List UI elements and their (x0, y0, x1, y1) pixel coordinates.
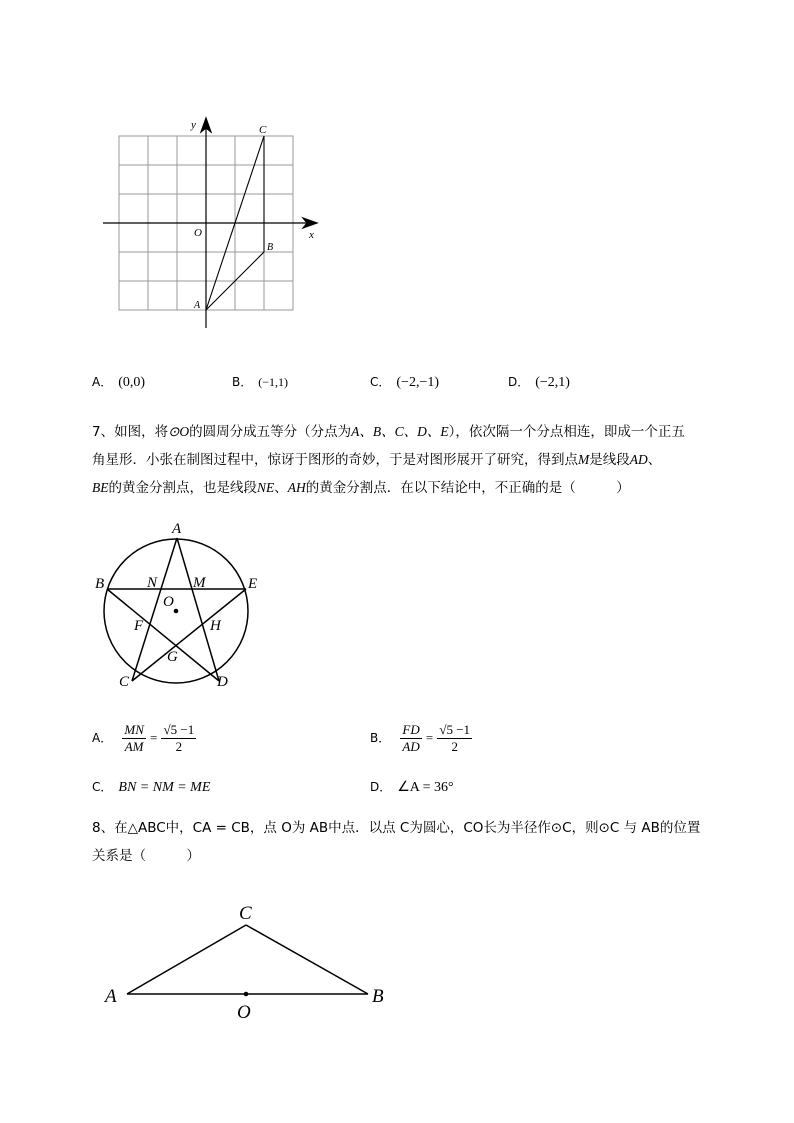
option-value: ∠A = 36° (397, 780, 454, 795)
q7-option-c (92, 778, 210, 796)
q7-stem (92, 418, 742, 502)
option-label: A． (92, 731, 113, 745)
triangle-sides (127, 925, 368, 994)
label-n: N (147, 575, 158, 591)
origin-label: O (194, 227, 202, 239)
option-value: (−2,1) (535, 375, 570, 390)
triangle-figure (100, 895, 400, 1025)
q7-line-3: BE的黄金分割点，也是线段NE、AH的黄金分割点．在以下结论中，不正确的是（ ） (92, 480, 630, 496)
q6-option-a (92, 373, 145, 391)
label-o: O (237, 1002, 251, 1023)
coordinate-grid-figure (95, 110, 335, 340)
option-label: B． (370, 731, 391, 745)
point-a-label: A (194, 300, 201, 311)
label-b: B (95, 576, 105, 592)
fraction-left: $\frac{MN}{AM}$ (124, 722, 144, 754)
center-dot (174, 609, 179, 614)
q7-line-2: 角星形．小张在制图过程中，惊讶于图形的奇妙，于是对图形展开了研究，得到点M是线段AD、 (92, 452, 662, 468)
label-c: C (119, 674, 130, 690)
label-e: E (248, 576, 258, 592)
label-d: D (217, 674, 228, 690)
label-m: M (193, 575, 206, 591)
option-label: C． (370, 375, 391, 389)
pentagram-figure (90, 515, 270, 695)
point-b-label: B (267, 242, 274, 253)
midpoint-dot (244, 992, 249, 997)
option-value: (0,0) (118, 375, 146, 390)
option-label: A． (92, 375, 113, 389)
label-b: B (372, 986, 384, 1007)
q7-line-1: 7、如图，将⊙O的圆周分成五等分（分点为A、B、C、D、E），依次隔一个分点相连，即成一个正五 (92, 424, 685, 440)
label-h: H (210, 618, 221, 634)
q8-line-2: 关系是（ ） (92, 848, 200, 864)
fraction-right: $\frac{√5 -1}{2}$ (439, 722, 471, 754)
label-g: G (167, 649, 178, 665)
q8-stem (92, 814, 742, 870)
fraction-right: $\frac{√5 -1}{2}$ (163, 722, 195, 754)
q7-option-a: A． $\frac{MN}{AM}$ = $\frac{√5 -1}{2}$ (92, 722, 195, 754)
axis-x-label: x (309, 229, 314, 241)
q7-option-b: B． $\frac{FD}{AD}$ = $\frac{√5 -1}{2}$ (370, 722, 471, 754)
label-a: A (105, 986, 117, 1007)
point-c-label: C (259, 124, 267, 136)
option-label: D． (508, 375, 530, 389)
option-label: C． (92, 780, 113, 794)
q6-option-c (370, 373, 439, 391)
q8-line-1: 8、在△ABC中，CA = CB，点 O为 AB中点．以点 C为圆心，CO长为半径作⊙C，则⊙C 与 AB的位置 (92, 820, 701, 836)
label-f: F (134, 618, 144, 634)
q6-option-b (232, 373, 288, 390)
label-o: O (163, 594, 174, 610)
q6-option-d (508, 373, 570, 391)
q7-option-d (370, 778, 454, 796)
option-label: D． (370, 780, 392, 794)
option-value: (−1,1) (258, 375, 288, 389)
option-value: (−2,−1) (396, 375, 440, 390)
axis-y-label: y (191, 119, 196, 131)
option-label: B． (232, 375, 253, 389)
option-value: BN = NM = ME (118, 780, 211, 795)
fraction-left: $\frac{FD}{AD}$ (402, 722, 420, 754)
label-a: A (172, 521, 182, 537)
label-c: C (239, 903, 252, 924)
